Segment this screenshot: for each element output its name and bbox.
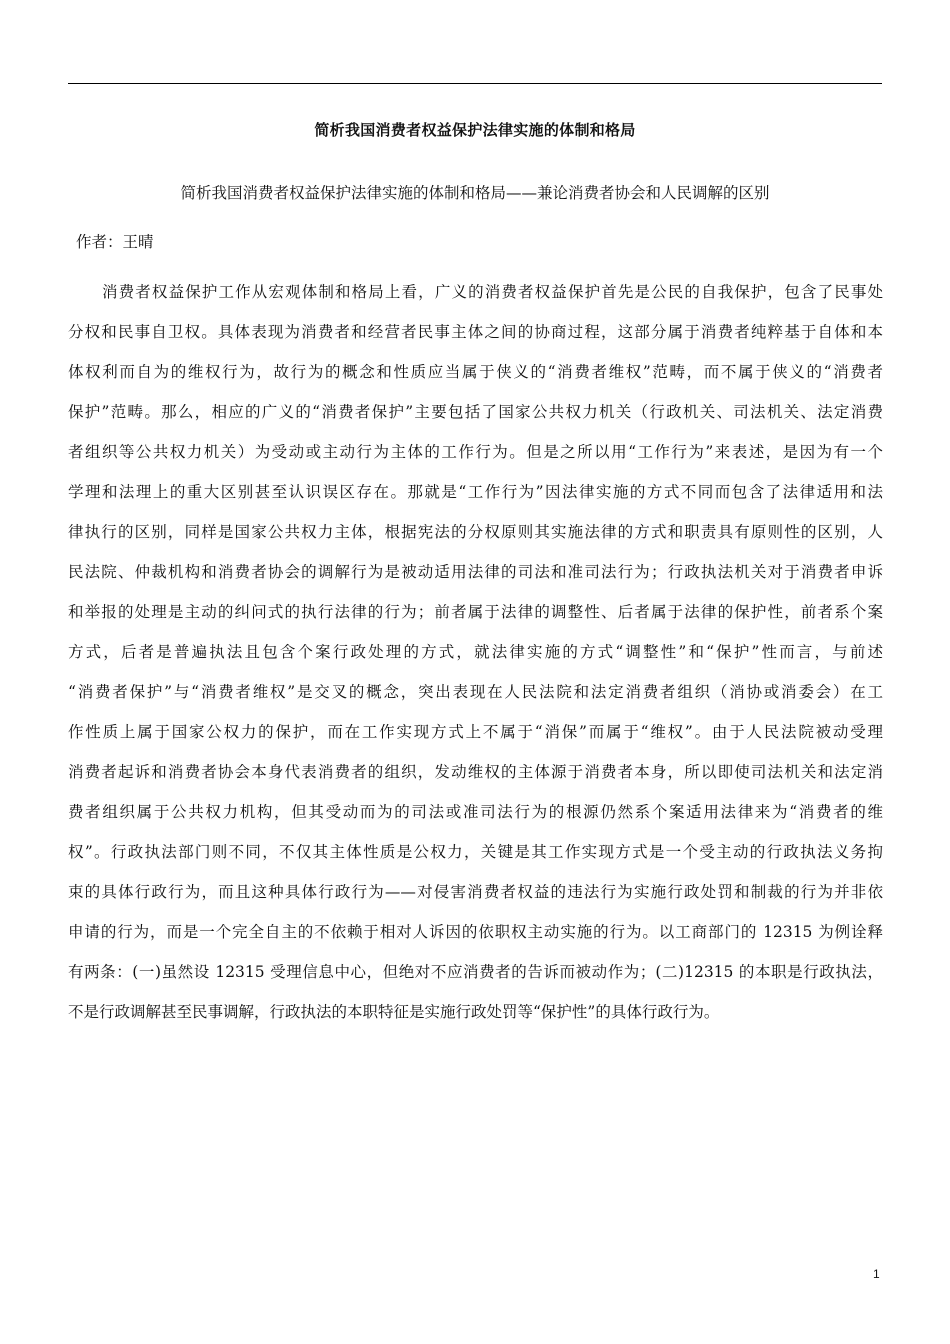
body-line: “消费者保护”与“消费者维权”是交叉的概念，突出表现在人民法院和法定消费者组织（消协或消委会）在工 <box>68 683 883 701</box>
body-line: 保护”范畴。那么，相应的广义的“消费者保护”主要包括了国家公共权力机关（行政机关、司法机关、法定消费 <box>68 403 883 421</box>
document-title: 简析我国消费者权益保护法律实施的体制和格局 <box>314 121 636 139</box>
body-paragraph <box>68 272 883 1032</box>
header-rule <box>68 83 882 84</box>
body-line: 不是行政调解甚至民事调解，行政执法的本职特征是实施行政处罚等“保护性”的具体行政行为。 <box>68 1003 720 1021</box>
body-line: 和举报的处理是主动的纠问式的执行法律的行为；前者属于法律的调整性、后者属于法律的保护性，前者系个案 <box>68 603 883 621</box>
body-line: 费者组织属于公共权力机构，但其受动而为的司法或准司法行为的根源仍然系个案适用法律来为“消费者的维 <box>68 803 883 821</box>
body-line: 学理和法理上的重大区别甚至认识误区存在。那就是“工作行为”因法律实施的方式不同而包含了法律适用和法 <box>68 483 883 501</box>
page-number: 1 <box>873 1267 880 1281</box>
body-line: 束的具体行政行为，而且这种具体行政行为——对侵害消费者权益的违法行为实施行政处罚和制裁的行为并非依 <box>68 883 883 901</box>
body-line: 方式，后者是普遍执法且包含个案行政处理的方式，就法律实施的方式“调整性”和“保护”性而言，与前述 <box>68 643 883 661</box>
body-line: 作性质上属于国家公权力的保护，而在工作实现方式上不属于“消保”而属于“维权”。由于人民法院被动受理 <box>68 723 883 741</box>
body-line: 分权和民事自卫权。具体表现为消费者和经营者民事主体之间的协商过程，这部分属于消费者纯粹基于自体和本 <box>68 323 883 341</box>
body-line: 申请的行为，而是一个完全自主的不依赖于相对人诉因的依职权主动实施的行为。以工商部门的 12315 为例诠释 <box>68 923 883 941</box>
body-line: 者组织等公共权力机关）为受动或主动行为主体的工作行为。但是之所以用“工作行为”来表述，是因为有一个 <box>68 443 883 461</box>
body-line: 权”。行政执法部门则不同，不仅其主体性质是公权力，关键是其工作实现方式是一个受主动的行政执法义务拘 <box>68 843 883 861</box>
document-author: 作者：王晴 <box>76 233 154 251</box>
body-line: 消费者权益保护工作从宏观体制和格局上看，广义的消费者权益保护首先是公民的自我保护，包含了民事处 <box>102 283 883 301</box>
body-line: 律执行的区别，同样是国家公共权力主体，根据宪法的分权原则其实施法律的方式和职责具有原则性的区别，人 <box>68 523 883 541</box>
body-line: 消费者起诉和消费者协会本身代表消费者的组织，发动维权的主体源于消费者本身，所以即使司法机关和法定消 <box>68 763 883 781</box>
body-line: 民法院、仲裁机构和消费者协会的调解行为是被动适用法律的司法和准司法行为；行政执法机关对于消费者申诉 <box>68 563 883 581</box>
body-line: 有两条：(一)虽然设 12315 受理信息中心，但绝对不应消费者的告诉而被动作为；(二)12315 的本职是行政执法， <box>68 963 883 981</box>
body-line: 体权利而自为的维权行为，故行为的概念和性质应当属于侠义的“消费者维权”范畴，而不属于侠义的“消费者 <box>68 363 883 381</box>
document-subtitle: 简析我国消费者权益保护法律实施的体制和格局——兼论消费者协会和人民调解的区别 <box>180 184 770 202</box>
